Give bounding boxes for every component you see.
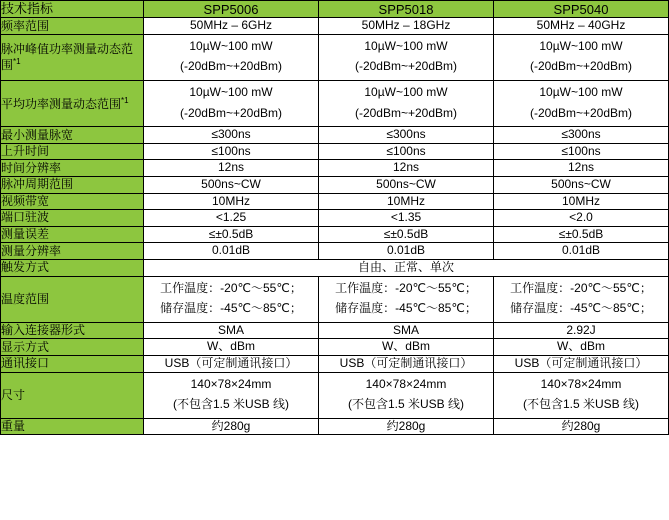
row-value-0: W、dBm	[144, 339, 319, 356]
row-value-2	[494, 372, 669, 418]
value-line-1: 10µW~100 mW	[539, 38, 623, 53]
row-value-2	[494, 276, 669, 322]
table-row	[1, 259, 669, 276]
row-value-1: <1.35	[319, 210, 494, 227]
value-line-1: 10µW~100 mW	[189, 38, 273, 53]
row-label: 时间分辨率	[1, 160, 144, 177]
row-value-0: 约280g	[144, 418, 319, 435]
value-line-2: (不包含1.5 米USB 线)	[522, 397, 640, 412]
row-value-0: USB（可定制通讯接口）	[144, 355, 319, 372]
value-line-2: (-20dBm~+20dBm)	[529, 105, 633, 120]
header-spec-label: 技术指标	[1, 1, 144, 18]
row-value-0	[144, 81, 319, 127]
table-row	[1, 127, 669, 144]
row-value-2: 0.01dB	[494, 243, 669, 260]
value-line-1: 工作温度：-20℃～55℃；	[335, 280, 477, 295]
row-label: 温度范围	[1, 276, 144, 322]
row-value-1: SMA	[319, 322, 494, 339]
row-label: 最小测量脉宽	[1, 127, 144, 144]
row-value-2	[494, 34, 669, 80]
row-label: 重量	[1, 418, 144, 435]
value-line-2: (不包含1.5 米USB 线)	[347, 397, 465, 412]
value-line-2: (-20dBm~+20dBm)	[354, 105, 458, 120]
table-row	[1, 243, 669, 260]
row-value-0: 0.01dB	[144, 243, 319, 260]
row-label: 尺寸	[1, 372, 144, 418]
table-row	[1, 193, 669, 210]
value-line-1: 工作温度：-20℃～55℃；	[510, 280, 652, 295]
row-value-1: 50MHz – 18GHz	[319, 18, 494, 35]
row-value-2	[494, 81, 669, 127]
value-line-2: (不包含1.5 米USB 线)	[172, 397, 290, 412]
footnote-marker: *1	[121, 95, 129, 105]
row-value-2: ≤300ns	[494, 127, 669, 144]
row-value-1: 12ns	[319, 160, 494, 177]
row-label: 端口驻波	[1, 210, 144, 227]
table-row	[1, 276, 669, 322]
row-label: 输入连接器形式	[1, 322, 144, 339]
row-value-0: 10MHz	[144, 193, 319, 210]
header-model-1: SPP5018	[319, 1, 494, 18]
row-label: 脉冲周期范围	[1, 177, 144, 194]
table-row	[1, 372, 669, 418]
value-line-1: 140×78×24mm	[365, 376, 447, 391]
row-value-0: 12ns	[144, 160, 319, 177]
row-label: 视频带宽	[1, 193, 144, 210]
row-value-1	[319, 372, 494, 418]
value-line-2: 储存温度：-45℃～85℃；	[510, 301, 652, 316]
row-value-2: W、dBm	[494, 339, 669, 356]
value-line-1: 140×78×24mm	[540, 376, 622, 391]
row-value-0	[144, 276, 319, 322]
row-value-0	[144, 372, 319, 418]
table-row	[1, 322, 669, 339]
row-value-1: USB（可定制通讯接口）	[319, 355, 494, 372]
row-value-2: 10MHz	[494, 193, 669, 210]
row-value-2: USB（可定制通讯接口）	[494, 355, 669, 372]
header-model-2: SPP5040	[494, 1, 669, 18]
row-value-1: ≤±0.5dB	[319, 226, 494, 243]
value-line-1: 10µW~100 mW	[189, 85, 273, 100]
row-value-1	[319, 34, 494, 80]
row-value-2: 2.92J	[494, 322, 669, 339]
row-value-1: ≤300ns	[319, 127, 494, 144]
value-line-1: 10µW~100 mW	[539, 85, 623, 100]
row-value-2: ≤±0.5dB	[494, 226, 669, 243]
table-row	[1, 18, 669, 35]
row-value-0	[144, 34, 319, 80]
row-value-0: SMA	[144, 322, 319, 339]
row-label: 测量分辨率	[1, 243, 144, 260]
row-value-0: 500ns~CW	[144, 177, 319, 194]
row-value-all: 自由、正常、单次	[144, 259, 669, 276]
row-label: 上升时间	[1, 143, 144, 160]
value-line-2: (-20dBm~+20dBm)	[529, 59, 633, 74]
row-label: 显示方式	[1, 339, 144, 356]
table-row	[1, 81, 669, 127]
value-line-1: 工作温度：-20℃～55℃；	[160, 280, 302, 295]
row-value-1: 10MHz	[319, 193, 494, 210]
row-value-1: ≤100ns	[319, 143, 494, 160]
table-row	[1, 210, 669, 227]
value-line-2: 储存温度：-45℃～85℃；	[160, 301, 302, 316]
row-label: 测量误差	[1, 226, 144, 243]
row-value-0: ≤300ns	[144, 127, 319, 144]
row-label: 触发方式	[1, 259, 144, 276]
row-value-2: 约280g	[494, 418, 669, 435]
row-value-0: <1.25	[144, 210, 319, 227]
row-value-0: 50MHz – 6GHz	[144, 18, 319, 35]
table-row	[1, 355, 669, 372]
row-label: 脉冲峰值功率测量动态范围$^{*1}$	[1, 34, 144, 80]
table-row	[1, 418, 669, 435]
value-line-1: 10µW~100 mW	[364, 38, 448, 53]
table-row	[1, 226, 669, 243]
row-value-0: ≤±0.5dB	[144, 226, 319, 243]
row-value-1: 约280g	[319, 418, 494, 435]
row-value-2: 50MHz – 40GHz	[494, 18, 669, 35]
value-line-2: (-20dBm~+20dBm)	[179, 59, 283, 74]
table-row	[1, 177, 669, 194]
row-value-1: 500ns~CW	[319, 177, 494, 194]
row-value-2: <2.0	[494, 210, 669, 227]
table-row	[1, 339, 669, 356]
row-value-1	[319, 276, 494, 322]
table-row	[1, 34, 669, 80]
table-body	[1, 18, 669, 435]
table-header-row	[1, 1, 669, 18]
row-value-2: ≤100ns	[494, 143, 669, 160]
value-line-2: 储存温度：-45℃～85℃；	[335, 301, 477, 316]
value-line-2: (-20dBm~+20dBm)	[354, 59, 458, 74]
table-row	[1, 160, 669, 177]
value-line-1: 140×78×24mm	[190, 376, 272, 391]
footnote-marker: *1	[13, 56, 21, 66]
row-value-2: 500ns~CW	[494, 177, 669, 194]
row-value-1	[319, 81, 494, 127]
table-row	[1, 143, 669, 160]
row-label: 通讯接口	[1, 355, 144, 372]
header-model-0: SPP5006	[144, 1, 319, 18]
value-line-2: (-20dBm~+20dBm)	[179, 105, 283, 120]
row-value-2: 12ns	[494, 160, 669, 177]
row-value-1: 0.01dB	[319, 243, 494, 260]
row-label: 频率范围	[1, 18, 144, 35]
row-value-1: W、dBm	[319, 339, 494, 356]
row-label: 平均功率测量动态范围$^{*1}$	[1, 81, 144, 127]
value-line-1: 10µW~100 mW	[364, 85, 448, 100]
row-value-0: ≤100ns	[144, 143, 319, 160]
